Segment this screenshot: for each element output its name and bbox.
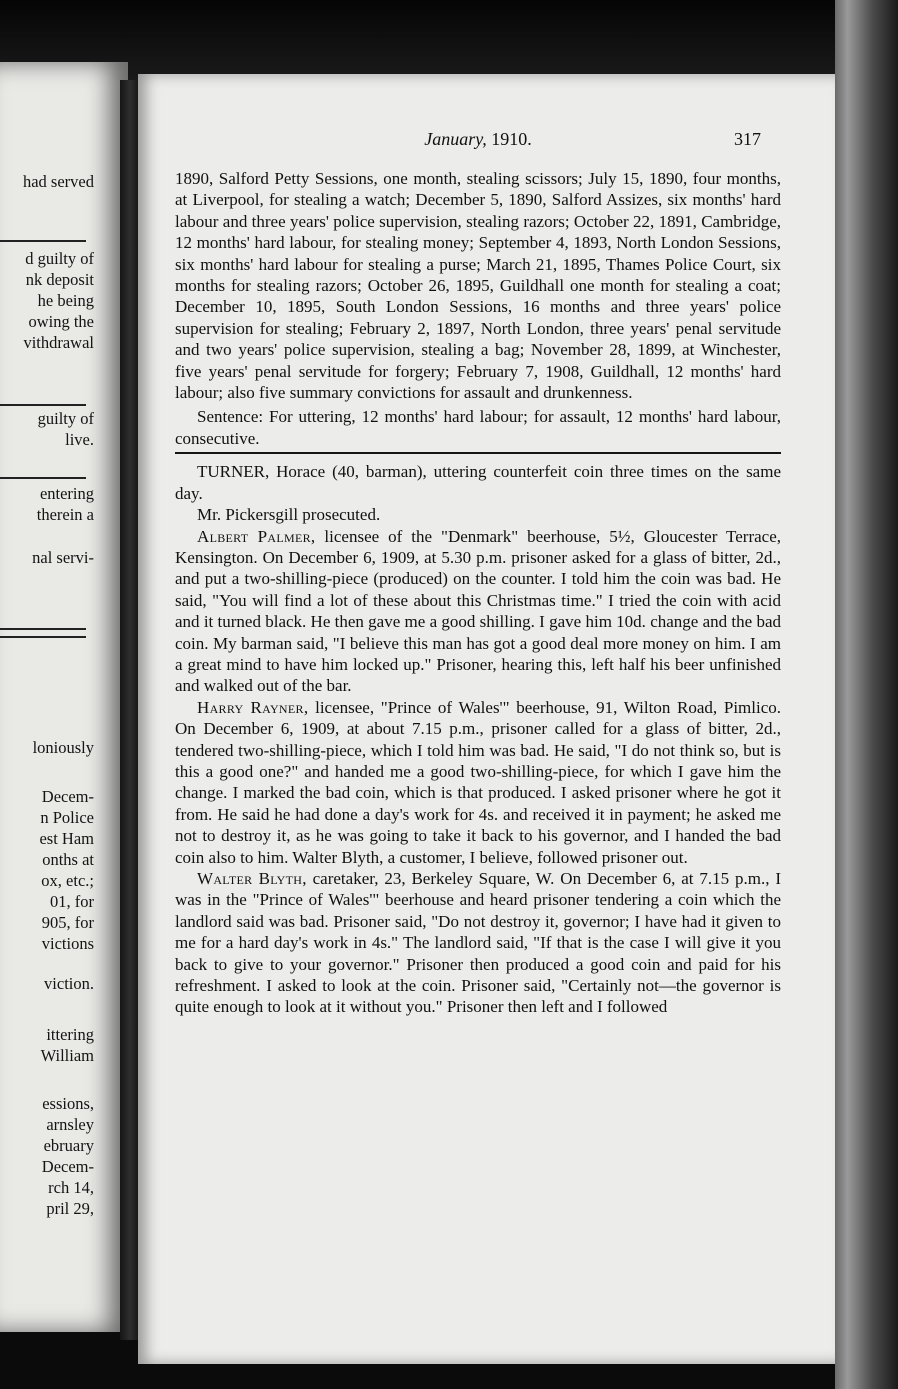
previous-record-paragraph: 1890, Salford Petty Sessions, one month, stealing scissors; July 15, 1890, four months, at Liverpool, for stealing a watch; December 5, 1890, Salford Assizes, six months' hard labour and three years' police supervision, stealing razors; October 22, 1891, Cambridge, 12 months' hard labour, for stealing money; September 4, 1893, North London Sessions, six months' hard labour for stealing a purse; March 21, 1895, Thames Police Court, six months for stealing razors; October 26, 1895, Guildhall one month for stealing a coat; December 10, 1895, South London Sessions, 16 months and three years' police supervision for stealing; February 2, 1897, North London, three years' penal servitude and two years' police supervision, stealing a bag; November 28, 1899, at Winchester, five years' penal servitude for forgery; February 7, 1908, Guildhall, 12 months' hard labour; also five summary convictions for assault and drunkenness. bbox=[175, 169, 781, 403]
case-description: Horace (40, barman), uttering counterfeit coin three times on the same day. bbox=[175, 462, 781, 503]
left-page-text-fragment: had served bbox=[22, 172, 94, 191]
page-number: 317 bbox=[734, 129, 761, 149]
left-page-text-fragment: Decem- bbox=[41, 787, 94, 806]
witness-testimony: caretaker, 23, Berkeley Square, W. On December 6, at 7.15 p.m., I was in the "Prince of Wales'" beerhouse and heard prisoner tendering a coin which the landlord said was bad. Prisoner said, "Do not destroy it, governor; I have had it given to me for a hard day's work in 4s." The landlord said, "If that is the case I will give it you back to give to your governor." Prisoner then produced a good coin and paid for his refreshment. I asked to look at the coin. Prisoner said, "Certainly not—the governor is quite enough to look at it without you." Prisoner then left and I followed bbox=[175, 869, 782, 1017]
left-page-rule bbox=[0, 636, 86, 638]
witness-name: Walter Blyth, bbox=[197, 869, 307, 888]
left-page-rule bbox=[0, 404, 86, 406]
left-page-text-fragment: d guilty of bbox=[25, 249, 94, 268]
left-page-text-fragment: 905, for bbox=[41, 913, 94, 932]
left-page-text-fragment: ebruary bbox=[43, 1136, 94, 1155]
left-page-text-fragment: nk deposit bbox=[25, 270, 94, 289]
left-page-text-fragment: victions bbox=[41, 934, 94, 953]
left-page-text-fragment: loniously bbox=[32, 738, 94, 757]
left-page-fragment bbox=[0, 62, 128, 1332]
left-page-rule bbox=[0, 628, 86, 630]
left-page-text-fragment: arnsley bbox=[46, 1115, 94, 1134]
left-page-text-fragment: est Ham bbox=[39, 829, 94, 848]
left-page-text-fragment: vithdrawal bbox=[23, 333, 94, 352]
left-page-text-fragment: n Police bbox=[40, 808, 94, 827]
scan-border-top bbox=[0, 0, 898, 80]
left-page-text-fragment: guilty of bbox=[37, 409, 94, 428]
witness-name: Harry Rayner, bbox=[197, 697, 309, 717]
left-page-rule bbox=[0, 240, 86, 242]
running-title bbox=[175, 129, 781, 150]
witness-palmer-paragraph bbox=[175, 526, 781, 697]
defendant-name: TURNER, bbox=[197, 462, 270, 482]
witness-blyth-paragraph bbox=[175, 868, 781, 1018]
left-page-text-fragment: William bbox=[40, 1046, 94, 1065]
left-page-text-fragment: essions, bbox=[42, 1094, 94, 1113]
witness-rayner-paragraph bbox=[175, 697, 781, 868]
case-heading bbox=[175, 461, 781, 504]
case-divider bbox=[175, 452, 781, 454]
left-page-text-fragment: 01, for bbox=[50, 892, 94, 911]
left-page-text-fragment: viction. bbox=[44, 974, 94, 993]
sentence-paragraph: Sentence: For uttering, 12 months' hard labour; for assault, 12 months' hard labour, consecutive. bbox=[175, 407, 781, 448]
left-page-text-fragment: rch 14, bbox=[48, 1178, 94, 1197]
left-page-text-fragment: onths at bbox=[42, 850, 94, 869]
left-page-text-fragment: nal servi- bbox=[32, 548, 94, 567]
header-year: 1910. bbox=[491, 129, 532, 149]
left-page-text-fragment: owing the bbox=[28, 312, 94, 331]
page-header bbox=[175, 129, 781, 153]
prosecutor-line: Mr. Pickersgill prosecuted. bbox=[197, 505, 381, 525]
left-page-text-fragment: pril 29, bbox=[46, 1199, 94, 1218]
left-page-text-fragment: ox, etc.; bbox=[41, 871, 94, 890]
witness-testimony: licensee of the "Denmark" beerhouse, 5½, Gloucester Terrace, Kensington. On December 6, 1909, at 5.30 p.m. prisoner asked for a glass of bitter, 2d., and put a two-shilling-piece (produced) on the counter. I told him the coin was bad. He said, "You will find a lot of these about this Christmas time." I tried the coin with acid and it turned black. He then gave me a good shilling. I gave him 10d. change and the bad coin. My barman said, "I believe this man has got a good deal more money on him. I am a great mind to have him locked up." Prisoner, hearing this, left half his beer unfinished and walked out of the bar. bbox=[175, 526, 781, 696]
left-page-text-fragment: live. bbox=[65, 430, 94, 449]
scan-border-right bbox=[835, 0, 898, 1389]
left-page-text-fragment: ittering bbox=[46, 1025, 94, 1044]
left-page-rule bbox=[0, 477, 86, 479]
witness-testimony: licensee, "Prince of Wales'" beerhouse, 91, Wilton Road, Pimlico. On December 6, 1909, at about 7.15 p.m., prisoner called for a glass of bitter, 2d., tendered two-shilling-piece, which I told him was bad. He said, "I do not think so, but is this a good one?" and handed me a good two-shilling-piece, for which I gave him the change. I marked the bad coin, which is that produced. I asked prisoner where he got it from. He said he had done a day's work for 4s. and received it in payment; he asked me not to destroy it, as he was going to take it back to his governor, and I handed the bad coin also to him. Walter Blyth, a customer, I believe, followed prisoner out. bbox=[175, 697, 782, 867]
header-month: January, bbox=[424, 129, 487, 149]
page-body bbox=[175, 168, 781, 1018]
left-page-text-fragment: therein a bbox=[36, 505, 94, 524]
witness-name: Albert Palmer, bbox=[197, 526, 316, 546]
left-page-text-fragment: entering bbox=[39, 484, 94, 503]
left-page-text-fragment: he being bbox=[37, 291, 94, 310]
left-page-text-fragment: Decem- bbox=[41, 1157, 94, 1176]
